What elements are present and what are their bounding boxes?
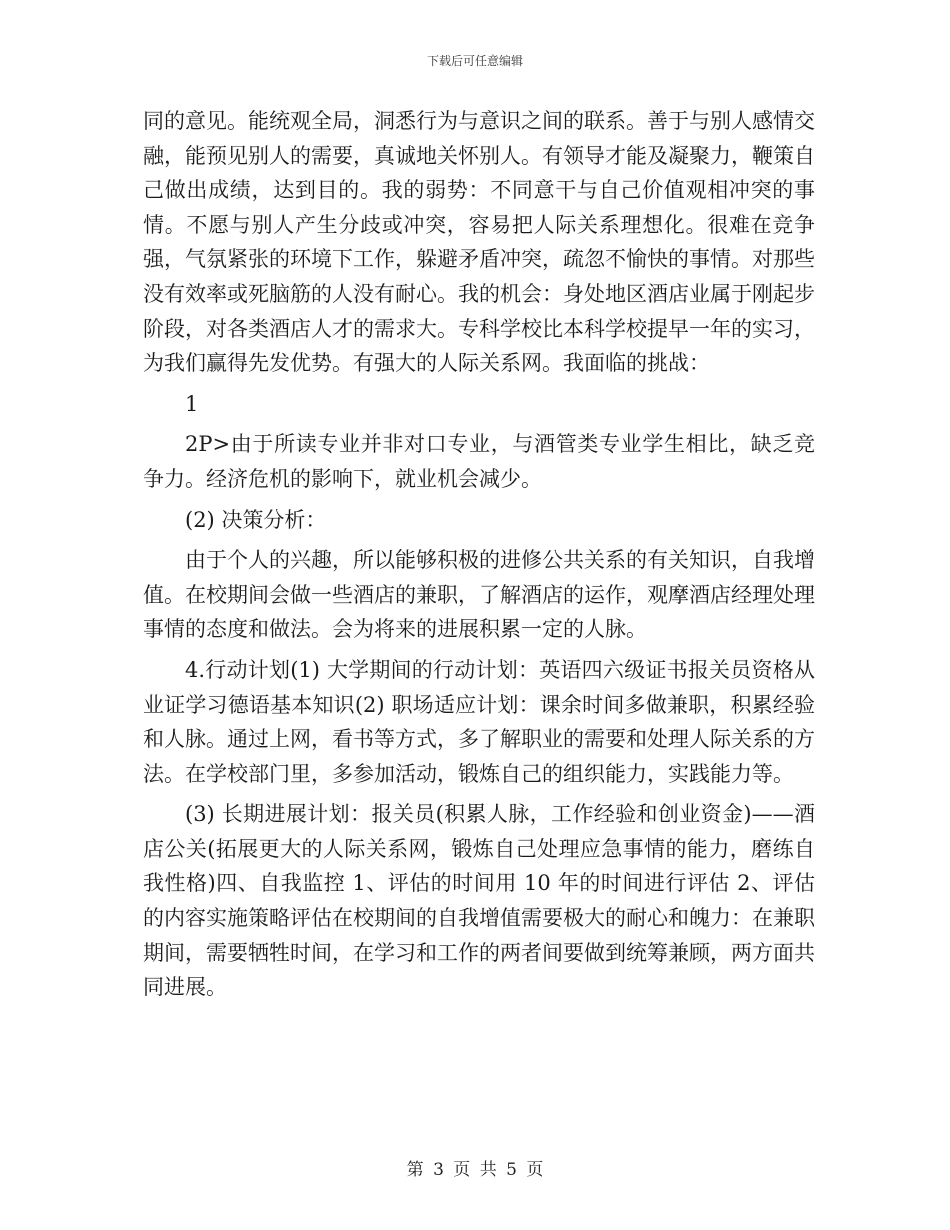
paragraph-challenges: 2P>由于所读专业并非对口专业，与酒管类专业学生相比，缺乏竞争力。经济危机的影响下，就业机会减少。 (143, 432, 815, 491)
paragraph-decision-analysis: 由于个人的兴趣，所以能够积极的进修公共关系的有关知识，自我增值。在校期间会做一些酒店的兼职，了解酒店的运作，观摩酒店经理处理事情的态度和做法。会为将来的进展积累一定的人脉。 (143, 548, 815, 642)
heading-decision-analysis: (2) 决策分析： (185, 507, 327, 532)
paragraph-action-plan: 4.行动计划(1) 大学期间的行动计划：英语四六级证书报关员资格从业证学习德语基本知识(2) 职场适应计划：课余时间多做兼职，积累经验和人脉。通过上网，看书等方式，多了解职业的需要和处理人际关系的方法。在学校部门里，多参加活动，锻炼自己的组织能力，实践能力等。 (143, 657, 815, 786)
page-number: 第 3 页 共 5 页 (406, 1160, 544, 1180)
paragraph-strengths-opportunities: 同的意见。能统观全局，洞悉行为与意识之间的联系。善于与别人感情交融，能预见别人的需要，真诚地关怀别人。有领导才能及凝聚力，鞭策自己做出成绩，达到目的。我的弱势：不同意干与自己价值观相冲突的事情。不愿与别人产生分歧或冲突，容易把人际关系理想化。很难在竞争强，气氛紧张的环境下工作，躲避矛盾冲突，疏忽不愉快的事情。对那些没有效率或死脑筋的人没有耐心。我的机会：身处地区酒店业属于刚起步阶段，对各类酒店人才的需求大。专科学校比本科学校提早一年的实习，为我们赢得先发优势。有强大的人际关系网。我面临的挑战： (143, 109, 815, 376)
paragraph-long-term-plan: (3) 长期进展计划：报关员(积累人脉，工作经验和创业资金)——酒店公关(拓展更大的人际关系网，锻炼自己处理应急事情的能力，磨练自我性格)四、自我监控 1、评估的时间用 10 年的时间进行评估 2、评估的内容实施策略评估在校期间的自我增值需要极大的耐心和魄力：在兼职期间，需要牺牲时间，在学习和工作的两者间要做到统筹兼顾，两方面共同进展。 (143, 802, 815, 1000)
document-body (143, 104, 815, 1005)
list-marker-1: 1 (185, 391, 199, 416)
page-header-note: 下载后可任意编辑 (426, 54, 523, 68)
